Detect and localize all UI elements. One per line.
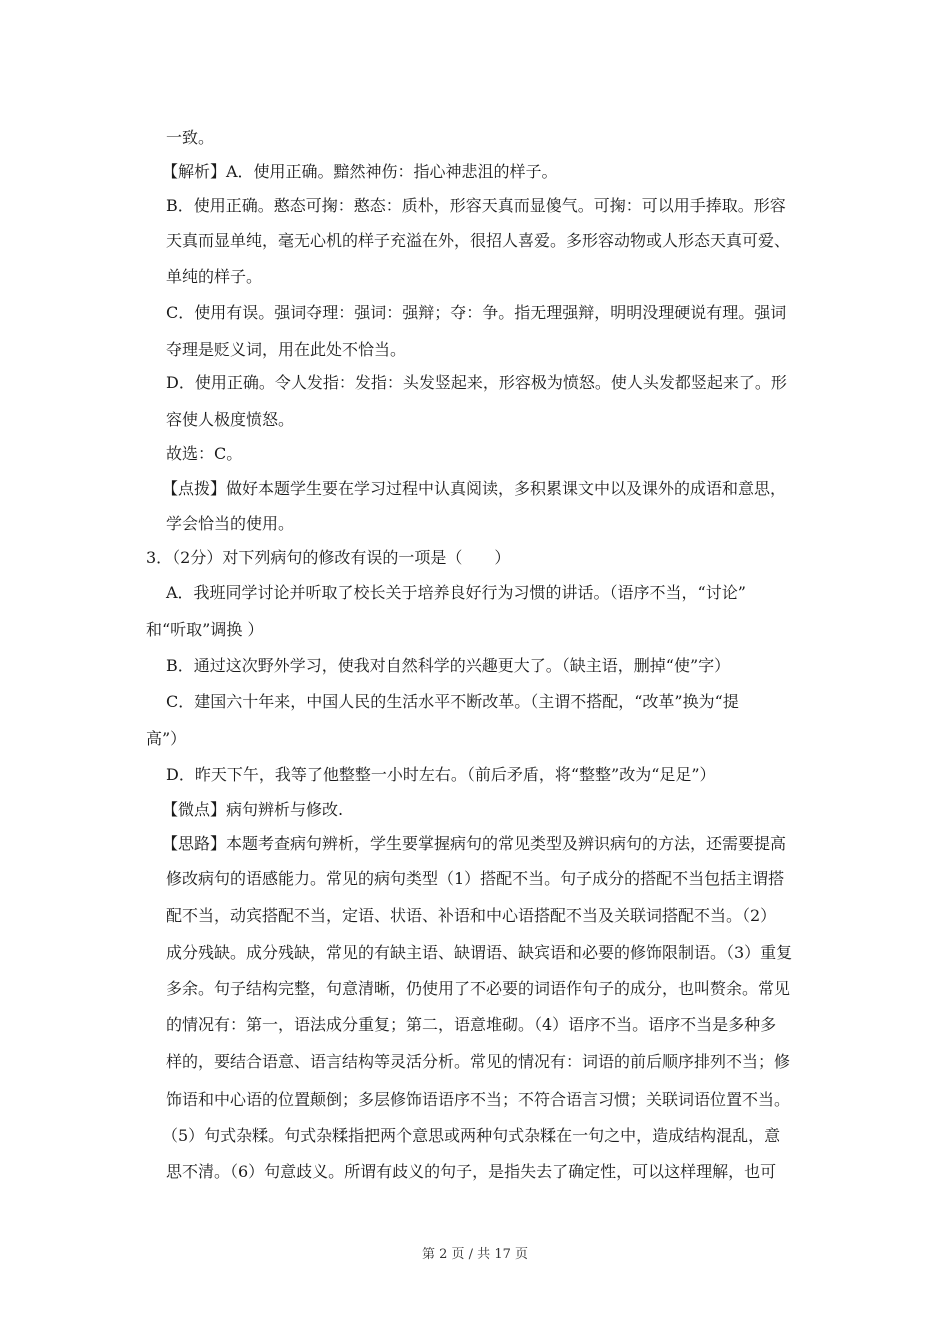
text-line: 夺理是贬义词，用在此处不恰当。 [166, 340, 407, 359]
page-footer: 第 2 页 / 共 17 页 [422, 1247, 528, 1262]
text-line: 高”） [146, 729, 187, 748]
text-line: 容使人极度愤怒。 [166, 410, 295, 429]
text-line: 饰语和中心语的位置颠倒；多层修饰语语序不当；不符合语言习惯；关联词语位置不当。 [166, 1090, 791, 1109]
text-line: 【解析】A．使用正确。黯然神伤：指心神悲沮的样子。 [162, 162, 558, 181]
text-line: 一致。 [166, 128, 215, 147]
option-b: B．通过这次野外学习，使我对自然科学的兴趣更大了。（缺主语，删掉“使”字） [166, 656, 731, 675]
text-line: D．使用正确。令人发指：发指：头发竖起来，形容极为愤怒。使人头发都竖起来了。形 [166, 373, 787, 392]
text-line: 单纯的样子。 [166, 267, 263, 286]
text-line: 配不当，动宾搭配不当，定语、状语、补语和中心语搭配不当及关联词搭配不当。（2） [166, 906, 777, 925]
text-line: 【点拨】做好本题学生要在学习过程中认真阅读，多积累课文中以及课外的成语和意思， [162, 479, 787, 498]
text-line: 【微点】病句辨析与修改. [162, 800, 344, 819]
option-a: A．我班同学讨论并听取了校长关于培养良好行为习惯的讲话。（语序不当，“讨论” [166, 583, 746, 602]
text-line: 故选：C。 [166, 444, 243, 463]
text-line: 和“听取”调换 ） [146, 620, 264, 639]
text-line: 样的，要结合语意、语言结构等灵活分析。常见的情况有：词语的前后顺序排列不当；修 [166, 1052, 791, 1071]
text-line: 思不清。（6）句意歧义。所谓有歧义的句子，是指失去了确定性，可以这样理解，也可 [166, 1162, 777, 1181]
text-line: 天真而显单纯，毫无心机的样子充溢在外，很招人喜爱。多形容动物或人形态天真可爱、 [166, 231, 791, 250]
text-line: 成分残缺。成分残缺，常见的有缺主语、缺谓语、缺宾语和必要的修饰限制语。（3）重复 [166, 943, 793, 962]
text-line: B．使用正确。憨态可掬：憨态：质朴，形容天真而显傻气。可掬：可以用手捧取。形容 [166, 196, 786, 215]
option-c: C．建国六十年来，中国人民的生活水平不断改革。（主谓不搭配，“改革”换为“提 [166, 692, 739, 711]
text-line: 修改病句的语感能力。常见的病句类型（1）搭配不当。句子成分的搭配不当包括主谓搭 [166, 869, 785, 888]
question-heading: 3．（2分）对下列病句的修改有误的一项是（ ） [146, 548, 511, 567]
text-line: 多余。句子结构完整，句意清晰，仍使用了不必要的词语作句子的成分，也叫赘余。常见 [166, 979, 791, 998]
text-line: 的情况有：第一，语法成分重复；第二，语意堆砌。（4）语序不当。语序不当是多种多 [166, 1015, 777, 1034]
option-d: D．昨天下午，我等了他整整一小时左右。（前后矛盾，将“整整”改为“足足”） [166, 765, 716, 784]
text-line: 【思路】本题考查病句辨析，学生要掌握病句的常见类型及辨识病句的方法，还需要提高 [162, 834, 787, 853]
text-line: 学会恰当的使用。 [166, 514, 295, 533]
text-line: （5）句式杂糅。句式杂糅指把两个意思或两种句式杂糅在一句之中，造成结构混乱，意 [162, 1126, 781, 1145]
text-line: C．使用有误。强词夺理：强词：强辩；夺：争。指无理强辩，明明没理硬说有理。强词 [166, 303, 787, 322]
